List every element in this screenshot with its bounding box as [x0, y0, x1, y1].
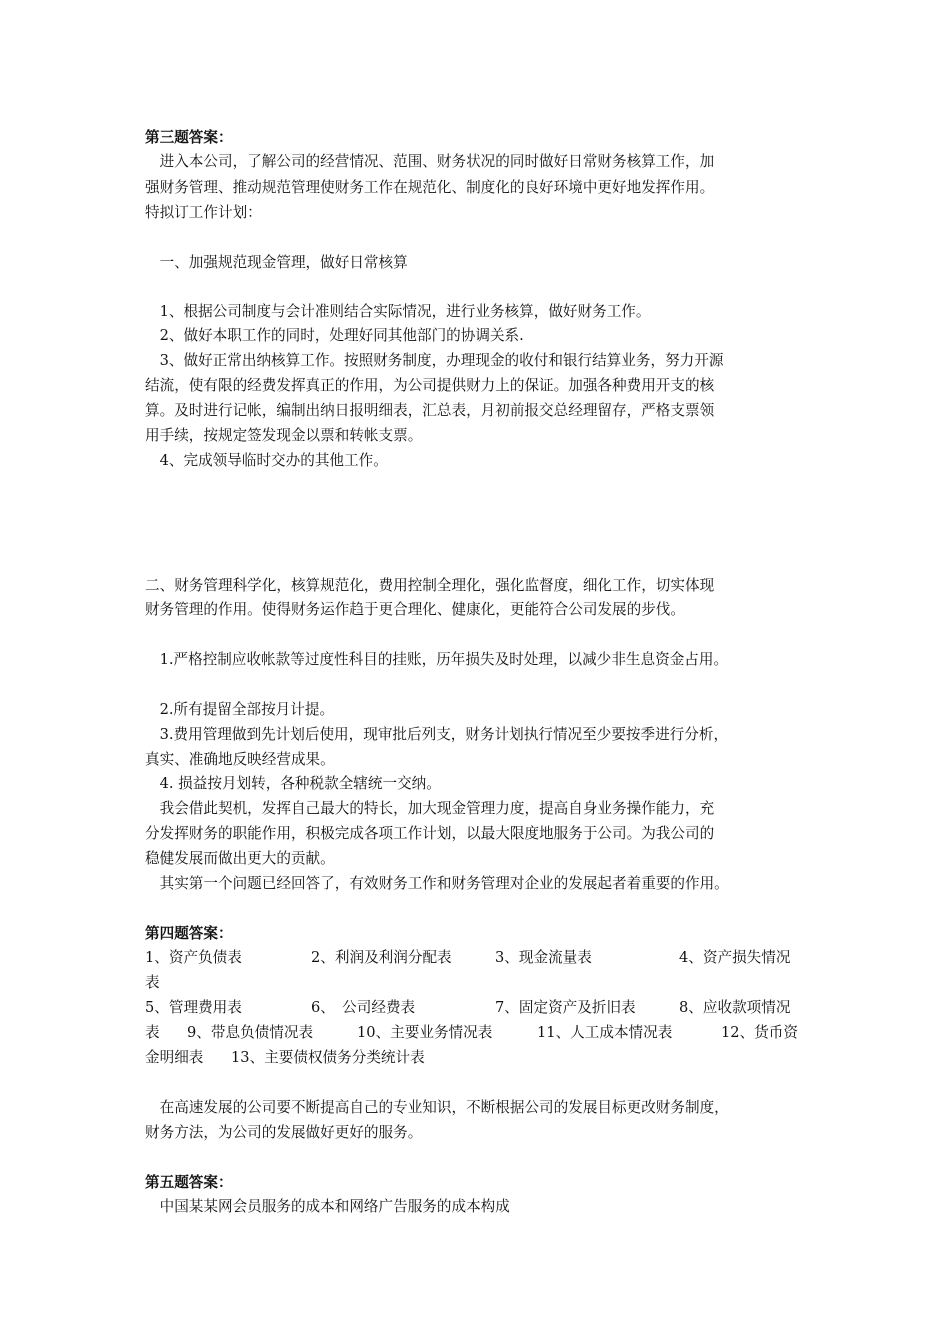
report-item: 13、主要债权债务分类统计表 [231, 1049, 425, 1066]
report-item: 10、主要业务情况表 [357, 1024, 493, 1041]
part1-title: 一、加强规范现金管理，做好日常核算 [145, 254, 408, 271]
closing-paragraph: 其实第一个问题已经回答了，有效财务工作和财务管理对企业的发展起者着重要的作用。 [145, 875, 729, 892]
report-item: 表 [145, 1024, 160, 1041]
closing-paragraph: 我会借此契机，发挥自己最大的特长，加大现金管理力度，提高自身业务操作能力，充 [145, 800, 715, 817]
part1-item: 算。及时进行记帐，编制出纳日报明细表，汇总表，月初前报交总经理留存，严格支票领 [145, 402, 715, 419]
report-item: 金明细表 [145, 1049, 204, 1066]
q3-intro-line: 进入本公司，了解公司的经营情况、范围、财务状况的同时做好日常财务核算工作，加 [145, 153, 715, 170]
part2-title: 二、财务管理科学化，核算规范化，费用控制全理化，强化监督度，细化工作，切实体现 [145, 577, 715, 594]
report-list-row [145, 1046, 825, 1070]
part1-item: 1、根据公司制度与会计准则结合实际情况，进行业务核算，做好财务工作。 [145, 303, 651, 320]
report-item: 4、资产损失情况 [679, 949, 791, 966]
report-item: 8、应收款项情况 [679, 999, 791, 1016]
part2-item: 1.严格控制应收帐款等过度性科目的挂账，历年损失及时处理，以减少非生息资金占用。 [145, 651, 729, 668]
report-list-row [145, 946, 825, 970]
part2-item: 3.费用管理做到先计划后使用，现审批后列支，财务计划执行情况至少要按季进行分析， [145, 726, 729, 743]
part1-item: 4、完成领导临时交办的其他工作。 [145, 452, 388, 469]
q3-intro-line: 特拟订工作计划： [145, 204, 262, 221]
report-item: 5、管理费用表 [145, 999, 242, 1016]
closing-paragraph: 分发挥财务的职能作用，积极完成各项工作计划，以最大限度地服务于公司。为我公司的 [145, 825, 715, 842]
q4-closing: 财务方法，为公司的发展做好更好的服务。 [145, 1124, 423, 1141]
q4-heading: 第四题答案： [145, 925, 233, 942]
q5-text: 中国某某网会员服务的成本和网络广告服务的成本构成 [145, 1198, 510, 1215]
part1-item: 用手续，按规定签发现金以票和转帐支票。 [145, 427, 423, 444]
part2-title: 财务管理的作用。使得财务运作趋于更合理化、健康化，更能符合公司发展的步伐。 [145, 601, 685, 618]
report-list-row [145, 996, 825, 1020]
report-item: 表 [145, 974, 160, 991]
report-item: 9、带息负债情况表 [187, 1024, 314, 1041]
report-item: 11、人工成本情况表 [537, 1024, 673, 1041]
report-item: 1、资产负债表 [145, 949, 242, 966]
part2-item: 2.所有提留全部按月计提。 [145, 701, 335, 718]
report-item: 7、固定资产及折旧表 [495, 999, 636, 1016]
part1-item: 3、做好正常出纳核算工作。按照财务制度，办理现金的收付和银行结算业务，努力开源 [145, 352, 724, 369]
report-list-row [145, 1021, 825, 1045]
part2-item: 4. 损益按月划转，各种税款全辖统一交纳。 [145, 775, 441, 792]
part1-item: 2、做好本职工作的同时，处理好同其他部门的协调关系. [145, 327, 524, 344]
closing-paragraph: 稳健发展而做出更大的贡献。 [145, 850, 335, 867]
report-item: 12、货币资 [721, 1024, 798, 1041]
q3-intro-line: 强财务管理、推动规范管理使财务工作在规范化、制度化的良好环境中更好地发挥作用。 [145, 179, 715, 196]
q4-closing: 在高速发展的公司要不断提高自己的专业知识，不断根据公司的发展目标更改财务制度， [145, 1099, 729, 1116]
part1-item: 结流，使有限的经费发挥真正的作用，为公司提供财力上的保证。加强各种费用开支的核 [145, 377, 715, 394]
q3-heading: 第三题答案： [145, 129, 233, 146]
part2-item: 真实、准确地反映经营成果。 [145, 751, 335, 768]
report-item: 6、 公司经费表 [311, 999, 416, 1016]
report-item: 3、现金流量表 [495, 949, 592, 966]
report-item: 2、利润及利润分配表 [311, 949, 452, 966]
q5-heading: 第五题答案： [145, 1174, 233, 1191]
